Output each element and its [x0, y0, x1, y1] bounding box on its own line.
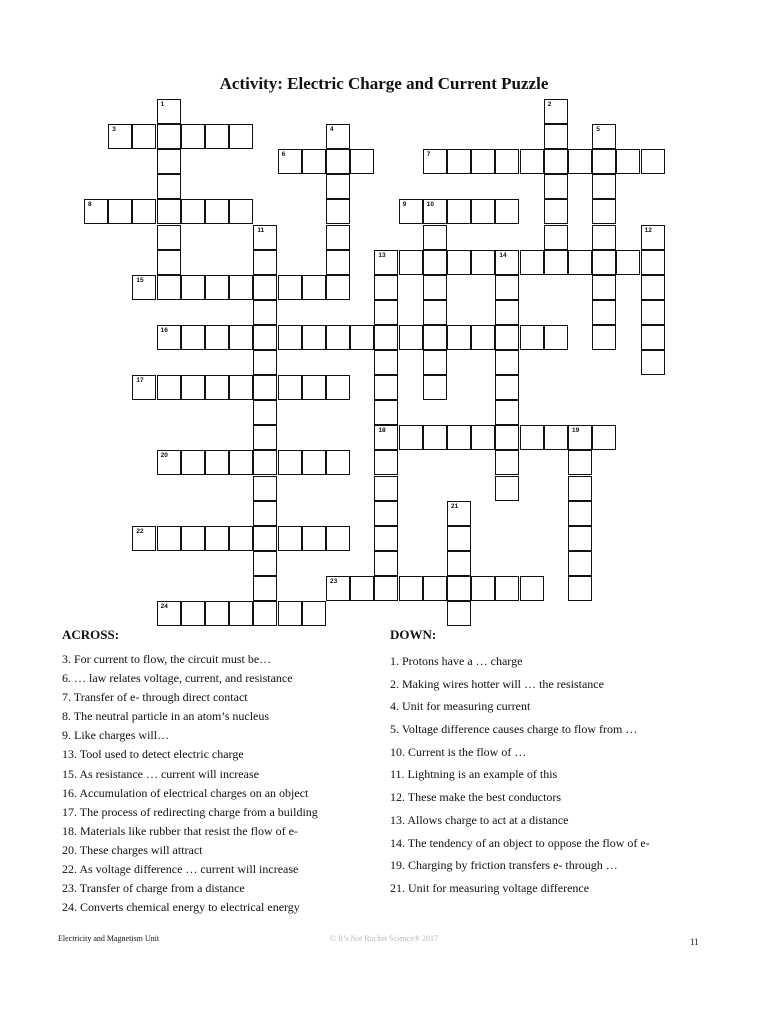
grid-cell[interactable] — [132, 526, 156, 551]
grid-cell[interactable] — [495, 400, 519, 425]
down-clue: 11. Lightning is an example of this — [390, 767, 558, 782]
clue-number: 7 — [426, 151, 431, 159]
across-clue: 23. Transfer of charge from a distance — [62, 881, 245, 896]
down-heading: DOWN: — [390, 627, 437, 642]
across-clue: 13. Tool used to detect electric charge — [62, 747, 244, 762]
clue-number: 1 — [160, 101, 165, 108]
grid-cell[interactable] — [423, 199, 447, 224]
grid-cell[interactable] — [495, 450, 519, 475]
grid-cell[interactable] — [181, 375, 205, 400]
grid-cell[interactable] — [399, 425, 423, 450]
across-clue: 16. Accumulation of electrical charges on an object — [62, 785, 309, 800]
grid-cell[interactable] — [423, 149, 447, 174]
grid-cell[interactable] — [568, 501, 592, 526]
grid-cell[interactable] — [495, 425, 519, 450]
grid-cell[interactable] — [374, 250, 398, 275]
grid-cell[interactable] — [447, 601, 471, 626]
grid-cell[interactable] — [253, 501, 277, 526]
grid-cell[interactable] — [157, 124, 181, 149]
grid-cell[interactable] — [253, 450, 277, 475]
grid-cell[interactable] — [592, 425, 616, 450]
grid-cell[interactable] — [544, 225, 568, 250]
grid-cell[interactable] — [326, 576, 350, 601]
grid-cell[interactable] — [229, 199, 253, 224]
grid-cell[interactable] — [229, 601, 253, 626]
grid-cell[interactable] — [157, 99, 181, 124]
grid-cell[interactable] — [520, 325, 544, 350]
grid-cell[interactable] — [495, 350, 519, 375]
clue-number: 10 — [426, 201, 435, 209]
grid-cell[interactable] — [253, 325, 277, 350]
grid-cell[interactable] — [326, 174, 350, 199]
grid-cell[interactable] — [544, 124, 568, 149]
clue-number: 15 — [136, 276, 144, 284]
grid-cell[interactable] — [568, 250, 592, 275]
grid-cell[interactable] — [374, 300, 398, 325]
grid-cell[interactable] — [229, 124, 253, 149]
grid-cell[interactable] — [302, 325, 326, 350]
grid-cell[interactable] — [205, 275, 229, 300]
grid-cell[interactable] — [181, 199, 205, 224]
grid-cell[interactable] — [253, 576, 277, 601]
grid-cell[interactable] — [157, 174, 181, 199]
grid-cell[interactable] — [374, 450, 398, 475]
grid-cell[interactable] — [181, 124, 205, 149]
grid-cell[interactable] — [253, 601, 277, 626]
grid-cell[interactable] — [302, 450, 326, 475]
grid-cell[interactable] — [302, 526, 326, 551]
down-clue: 5. Voltage difference causes charge to flow from … — [390, 722, 638, 737]
grid-cell[interactable] — [253, 225, 277, 250]
grid-cell[interactable] — [326, 450, 350, 475]
grid-cell[interactable] — [374, 375, 398, 400]
grid-cell[interactable] — [495, 325, 519, 350]
grid-cell[interactable] — [495, 199, 519, 224]
grid-cell[interactable] — [568, 576, 592, 601]
grid-cell[interactable] — [592, 124, 616, 149]
grid-cell[interactable] — [495, 149, 519, 174]
grid-cell[interactable] — [544, 149, 568, 174]
grid-cell[interactable] — [253, 250, 277, 275]
grid-cell[interactable] — [568, 476, 592, 501]
clue-number: 9 — [402, 201, 407, 209]
across-clue: 15. As resistance … current will increase — [62, 766, 259, 781]
across-clue: 3. For current to flow, the circuit must be… — [62, 652, 272, 666]
grid-cell[interactable] — [157, 601, 181, 626]
down-clue: 13. Allows charge to act at a distance — [390, 812, 569, 827]
grid-cell[interactable] — [278, 526, 302, 551]
grid-cell[interactable] — [278, 149, 302, 174]
across-clue: 17. The process of redirecting charge from a building — [62, 804, 318, 819]
grid-cell[interactable] — [229, 275, 253, 300]
clue-number: 17 — [136, 377, 144, 385]
grid-cell[interactable] — [205, 526, 229, 551]
down-clue: 12. These make the best conductors — [390, 790, 562, 805]
grid-cell[interactable] — [350, 325, 374, 350]
grid-cell[interactable] — [471, 250, 495, 275]
grid-cell[interactable] — [447, 325, 471, 350]
grid-cell[interactable] — [374, 501, 398, 526]
grid-cell[interactable] — [253, 425, 277, 450]
clue-number: 24 — [160, 603, 168, 610]
clue-number: 14 — [499, 251, 507, 259]
grid-cell[interactable] — [544, 325, 568, 350]
grid-cell[interactable] — [229, 450, 253, 475]
grid-cell[interactable] — [544, 250, 568, 275]
grid-cell[interactable] — [423, 375, 447, 400]
clue-number: 2 — [547, 101, 552, 108]
grid-cell[interactable] — [399, 576, 423, 601]
grid-cell[interactable] — [181, 601, 205, 626]
footer-unit-label: Electricity and Magnetism Unit — [58, 934, 160, 943]
down-clue: 10. Current is the flow of … — [390, 744, 527, 759]
grid-cell[interactable] — [374, 325, 398, 350]
grid-cell[interactable] — [229, 526, 253, 551]
clue-number: 23 — [330, 577, 338, 585]
grid-cell[interactable] — [592, 275, 616, 300]
grid-cell[interactable] — [205, 450, 229, 475]
clue-number: 6 — [281, 151, 286, 159]
grid-cell[interactable] — [278, 601, 302, 626]
grid-cell[interactable] — [568, 425, 592, 450]
grid-cell[interactable] — [84, 199, 108, 224]
clue-number: 19 — [572, 427, 580, 435]
grid-cell[interactable] — [157, 375, 181, 400]
grid-cell[interactable] — [181, 450, 205, 475]
grid-cell[interactable] — [592, 325, 616, 350]
grid-cell[interactable] — [592, 300, 616, 325]
across-clue: 7. Transfer of e- through direct contact — [62, 690, 248, 705]
grid-cell[interactable] — [641, 350, 665, 375]
grid-cell[interactable] — [423, 350, 447, 375]
grid-cell[interactable] — [205, 124, 229, 149]
grid-cell[interactable] — [253, 476, 277, 501]
across-clue: 9. Like charges will… — [62, 728, 170, 743]
grid-cell[interactable] — [447, 425, 471, 450]
grid-cell[interactable] — [423, 576, 447, 601]
grid-cell[interactable] — [108, 124, 132, 149]
grid-cell[interactable] — [447, 149, 471, 174]
grid-cell[interactable] — [520, 425, 544, 450]
grid-cell[interactable] — [374, 476, 398, 501]
across-clue-list — [62, 650, 318, 917]
grid-cell[interactable] — [520, 250, 544, 275]
grid-cell[interactable] — [181, 526, 205, 551]
down-clue: 4. Unit for measuring current — [390, 699, 531, 714]
grid-cell[interactable] — [592, 199, 616, 224]
grid-cell[interactable] — [157, 149, 181, 174]
footer-copyright: © It’s Not Rocket Science® 2017 — [330, 934, 438, 943]
grid-cell[interactable] — [157, 450, 181, 475]
grid-cell[interactable] — [278, 325, 302, 350]
page-title: Activity: Electric Charge and Current Puzzle — [219, 74, 549, 93]
down-clue: 14. The tendency of an object to oppose the flow of e- — [390, 835, 650, 850]
grid-cell[interactable] — [447, 551, 471, 576]
grid-cell[interactable] — [544, 199, 568, 224]
clue-number: 21 — [451, 502, 459, 510]
grid-cell[interactable] — [495, 476, 519, 501]
grid-cell[interactable] — [326, 325, 350, 350]
grid-cell[interactable] — [302, 275, 326, 300]
grid-cell[interactable] — [374, 526, 398, 551]
grid-cell[interactable] — [157, 199, 181, 224]
grid-cell[interactable] — [132, 375, 156, 400]
grid-cell[interactable] — [568, 551, 592, 576]
grid-cell[interactable] — [399, 250, 423, 275]
grid-cell[interactable] — [544, 425, 568, 450]
grid-cell[interactable] — [326, 250, 350, 275]
grid-cell[interactable] — [641, 250, 665, 275]
across-clue: 20. These charges will attract — [62, 842, 203, 857]
grid-cell[interactable] — [447, 250, 471, 275]
grid-cell[interactable] — [157, 275, 181, 300]
grid-cell[interactable] — [568, 149, 592, 174]
clue-number: 11 — [257, 226, 265, 234]
grid-cell[interactable] — [495, 275, 519, 300]
grid-cell[interactable] — [592, 225, 616, 250]
grid-cell[interactable] — [641, 225, 665, 250]
grid-cell[interactable] — [326, 124, 350, 149]
grid-cell[interactable] — [374, 275, 398, 300]
grid-cell[interactable] — [374, 350, 398, 375]
grid-cell[interactable] — [157, 225, 181, 250]
grid-cell[interactable] — [205, 325, 229, 350]
grid-cell[interactable] — [374, 576, 398, 601]
grid-cell[interactable] — [302, 601, 326, 626]
grid-cell[interactable] — [616, 149, 640, 174]
grid-cell[interactable] — [253, 551, 277, 576]
grid-cell[interactable] — [544, 174, 568, 199]
grid-cell[interactable] — [471, 149, 495, 174]
grid-cell[interactable] — [641, 275, 665, 300]
grid-cell[interactable] — [520, 149, 544, 174]
grid-cell[interactable] — [568, 450, 592, 475]
grid-cell[interactable] — [423, 300, 447, 325]
grid-cell[interactable] — [641, 325, 665, 350]
clue-number: 3 — [112, 126, 116, 134]
grid-cell[interactable] — [447, 501, 471, 526]
grid-cell[interactable] — [326, 225, 350, 250]
across-heading: ACROSS: — [62, 627, 120, 642]
grid-cell[interactable] — [229, 325, 253, 350]
grid-cell[interactable] — [326, 199, 350, 224]
grid-cell[interactable] — [568, 526, 592, 551]
grid-cell[interactable] — [181, 325, 205, 350]
grid-cell[interactable] — [326, 526, 350, 551]
grid-cell[interactable] — [253, 400, 277, 425]
across-clue: 6. … law relates voltage, current, and resistance — [62, 671, 293, 686]
grid-cell[interactable] — [592, 174, 616, 199]
grid-cell[interactable] — [229, 375, 253, 400]
grid-cell[interactable] — [132, 199, 156, 224]
clue-number: 4 — [330, 126, 334, 134]
grid-cell[interactable] — [326, 149, 350, 174]
grid-cell[interactable] — [374, 400, 398, 425]
grid-cell[interactable] — [278, 275, 302, 300]
grid-cell[interactable] — [447, 526, 471, 551]
grid-cell[interactable] — [326, 375, 350, 400]
grid-cell[interactable] — [350, 149, 374, 174]
grid-cell[interactable] — [253, 375, 277, 400]
grid-cell[interactable] — [326, 275, 350, 300]
grid-cell[interactable] — [399, 199, 423, 224]
grid-cell[interactable] — [157, 526, 181, 551]
grid-cell[interactable] — [616, 250, 640, 275]
grid-cell[interactable] — [132, 124, 156, 149]
grid-cell[interactable] — [205, 601, 229, 626]
grid-cell[interactable] — [253, 350, 277, 375]
clue-number: 8 — [88, 201, 92, 209]
grid-cell[interactable] — [399, 325, 423, 350]
grid-cell[interactable] — [374, 425, 398, 450]
clue-number: 18 — [378, 427, 386, 435]
grid-cell[interactable] — [423, 425, 447, 450]
down-clue-list — [390, 650, 650, 900]
grid-cell[interactable] — [423, 225, 447, 250]
grid-cell[interactable] — [108, 199, 132, 224]
grid-cell[interactable] — [495, 375, 519, 400]
across-clue: 22. As voltage difference … current will increase — [62, 862, 299, 877]
grid-cell[interactable] — [278, 375, 302, 400]
down-clue: 1. Protons have a … charge — [390, 654, 523, 668]
grid-cell[interactable] — [157, 250, 181, 275]
grid-cell[interactable] — [350, 576, 374, 601]
grid-cell[interactable] — [132, 275, 156, 300]
grid-cell[interactable] — [302, 375, 326, 400]
grid-cell[interactable] — [471, 199, 495, 224]
grid-cell[interactable] — [253, 275, 277, 300]
grid-cell[interactable] — [592, 149, 616, 174]
clue-number: 5 — [596, 126, 600, 134]
grid-cell[interactable] — [447, 199, 471, 224]
grid-cell[interactable] — [520, 576, 544, 601]
grid-cell[interactable] — [278, 450, 302, 475]
clue-number: 16 — [160, 326, 168, 334]
grid-cell[interactable] — [253, 300, 277, 325]
clue-number: 12 — [644, 226, 652, 234]
down-clue: 2. Making wires hotter will … the resistance — [390, 676, 604, 691]
grid-cell[interactable] — [181, 275, 205, 300]
grid-cell[interactable] — [641, 300, 665, 325]
grid-cell[interactable] — [423, 275, 447, 300]
grid-cell[interactable] — [302, 149, 326, 174]
across-clue: 24. Converts chemical energy to electrical energy — [62, 900, 300, 915]
down-clue: 19. Charging by friction transfers e- through … — [390, 858, 618, 873]
grid-cell[interactable] — [544, 99, 568, 124]
clue-number: 20 — [160, 452, 168, 460]
grid-cell[interactable] — [157, 325, 181, 350]
grid-cell[interactable] — [495, 250, 519, 275]
grid-cell[interactable] — [471, 576, 495, 601]
grid-cell[interactable] — [495, 300, 519, 325]
grid-cell[interactable] — [205, 199, 229, 224]
clue-number: 22 — [136, 527, 144, 535]
grid-cell[interactable] — [495, 576, 519, 601]
grid-cell[interactable] — [641, 149, 665, 174]
across-clue: 18. Materials like rubber that resist the flow of e- — [62, 823, 298, 838]
grid-cell[interactable] — [374, 551, 398, 576]
grid-cell[interactable] — [423, 250, 447, 275]
grid-cell[interactable] — [253, 526, 277, 551]
across-clue: 8. The neutral particle in an atom’s nucleus — [62, 709, 270, 724]
grid-cell[interactable] — [205, 375, 229, 400]
grid-cell[interactable] — [471, 425, 495, 450]
grid-cell[interactable] — [423, 325, 447, 350]
down-clue: 21. Unit for measuring voltage difference — [390, 880, 590, 895]
clue-number: 13 — [378, 251, 386, 259]
grid-cell[interactable] — [471, 325, 495, 350]
page-number: 11 — [690, 937, 699, 947]
grid-cell[interactable] — [447, 576, 471, 601]
grid-cell[interactable] — [592, 250, 616, 275]
